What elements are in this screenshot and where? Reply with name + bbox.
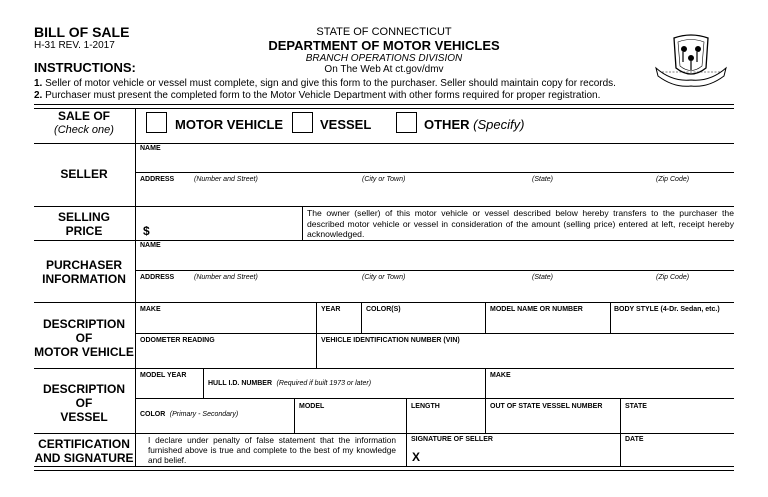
vessel-color-field[interactable] bbox=[137, 412, 292, 431]
motor-vehicle-label-line2: OF bbox=[75, 331, 93, 345]
form-bottom-rule bbox=[34, 466, 734, 471]
vessel-length-field[interactable] bbox=[408, 412, 483, 431]
vehicle-make-field[interactable] bbox=[137, 315, 314, 331]
sale-of-subtitle: (Check one) bbox=[54, 124, 114, 136]
date-field[interactable] bbox=[622, 446, 732, 464]
vessel-inner-line bbox=[135, 398, 734, 399]
vehicle-inner-line bbox=[135, 333, 734, 334]
row-divider bbox=[34, 302, 734, 303]
selling-price-label-line2: PRICE bbox=[65, 224, 103, 238]
vessel-label-line1: DESCRIPTION bbox=[42, 382, 125, 396]
vin-label: VEHICLE IDENTIFICATION NUMBER (VIN) bbox=[321, 337, 460, 344]
seller-name-label: NAME bbox=[140, 145, 161, 152]
purchaser-label-line1: PURCHASER bbox=[45, 258, 122, 272]
vehicle-divider bbox=[485, 302, 486, 333]
row-divider bbox=[34, 206, 734, 207]
seller-signature-label: SIGNATURE OF SELLER bbox=[411, 436, 493, 443]
vessel-model-label: MODEL bbox=[299, 403, 325, 410]
date-label: DATE bbox=[625, 436, 644, 443]
form-title: BILL OF SALE bbox=[34, 24, 130, 40]
instruction-1-text: Seller of motor vehicle or vessel must complete, sign and give this form to the purchaser. Seller should maintain copy for records. bbox=[45, 78, 616, 89]
vehicle-make-label: MAKE bbox=[140, 306, 161, 313]
vehicle-divider bbox=[361, 302, 362, 333]
vessel-section-label bbox=[34, 382, 134, 424]
seller-zip-label: (Zip Code) bbox=[656, 176, 690, 183]
purchaser-address-field[interactable] bbox=[137, 282, 732, 300]
instruction-2 bbox=[34, 90, 600, 101]
seller-label: SELLER bbox=[60, 167, 108, 181]
seller-signature-field[interactable] bbox=[426, 446, 618, 464]
motor-vehicle-checkbox[interactable] bbox=[146, 112, 167, 133]
vessel-model-year-label: MODEL YEAR bbox=[140, 372, 187, 379]
purchaser-label-line2: INFORMATION bbox=[42, 272, 126, 286]
purchaser-street-label: (Number and Street) bbox=[194, 274, 258, 281]
row-divider bbox=[34, 143, 734, 144]
division-name: BRANCH OPERATIONS DIVISION bbox=[305, 53, 463, 64]
vehicle-model-label: MODEL NAME OR NUMBER bbox=[490, 306, 583, 313]
transfer-statement: The owner (seller) of this motor vehicle or vessel described below hereby transfers to the purchaser the described motor vehicle or vessel in consideration of the amount (selling price) entered at left, receipt hereby acknowledged. bbox=[307, 208, 734, 239]
vehicle-divider bbox=[610, 302, 611, 333]
vessel-model-year-field[interactable] bbox=[137, 380, 201, 396]
certification-label-line1: CERTIFICATION bbox=[38, 437, 130, 451]
certification-label-line2: AND SIGNATURE bbox=[34, 451, 134, 465]
vessel-divider bbox=[294, 398, 295, 433]
other-option bbox=[424, 117, 524, 132]
other-checkbox[interactable] bbox=[396, 112, 417, 133]
seller-address-label: ADDRESS bbox=[140, 176, 175, 183]
vessel-label-line3: VESSEL bbox=[60, 410, 108, 424]
vessel-model-field[interactable] bbox=[296, 412, 404, 431]
vehicle-year-label: YEAR bbox=[321, 306, 341, 313]
certification-divider bbox=[620, 433, 621, 466]
department-name: DEPARTMENT OF MOTOR VEHICLES bbox=[268, 38, 500, 53]
sale-of-divider bbox=[135, 108, 136, 143]
selling-price-field[interactable] bbox=[152, 214, 300, 238]
other-specify-label: (Specify) bbox=[473, 117, 525, 132]
out-of-state-number-field[interactable] bbox=[487, 412, 618, 431]
currency-symbol: $ bbox=[143, 224, 150, 238]
vessel-divider bbox=[620, 398, 621, 433]
motor-vehicle-label-line3: MOTOR VEHICLE bbox=[34, 345, 134, 359]
seller-inner-line bbox=[135, 172, 734, 173]
vessel-length-label: LENGTH bbox=[411, 403, 440, 410]
purchaser-zip-label: (Zip Code) bbox=[656, 274, 690, 281]
website-text: On The Web At ct.gov/dmv bbox=[324, 64, 444, 75]
certification-divider bbox=[406, 433, 407, 466]
purchaser-state-label: (State) bbox=[532, 274, 554, 281]
row-divider bbox=[34, 368, 734, 369]
purchaser-name-label: NAME bbox=[140, 242, 161, 249]
odometer-field[interactable] bbox=[137, 346, 314, 366]
motor-vehicle-label-line1: DESCRIPTION bbox=[42, 317, 125, 331]
selling-price-label-line1: SELLING bbox=[57, 210, 110, 224]
out-of-state-number-label: OUT OF STATE VESSEL NUMBER bbox=[490, 403, 603, 410]
vehicle-divider bbox=[316, 302, 317, 368]
row-divider bbox=[34, 240, 734, 241]
state-name: STATE OF CONNECTICUT bbox=[316, 26, 452, 38]
vehicle-year-field[interactable] bbox=[318, 315, 359, 331]
label-column-divider bbox=[135, 143, 136, 466]
motor-vehicle-section-label bbox=[34, 317, 134, 359]
vessel-state-field[interactable] bbox=[622, 412, 732, 431]
vehicle-color-field[interactable] bbox=[363, 315, 483, 331]
instruction-2-text: Purchaser must present the completed form to the Motor Vehicle Department with other forms required for proper registration. bbox=[45, 90, 601, 101]
vehicle-body-style-label: BODY STYLE (4-Dr. Sedan, etc.) bbox=[614, 306, 720, 313]
odometer-label: ODOMETER READING bbox=[140, 337, 215, 344]
instructions-heading: INSTRUCTIONS: bbox=[34, 60, 136, 75]
seller-city-label: (City or Town) bbox=[362, 176, 406, 183]
vessel-make-field[interactable] bbox=[487, 380, 732, 396]
vessel-option-label: VESSEL bbox=[320, 117, 372, 132]
sale-of-label bbox=[34, 109, 134, 137]
sale-of-title: SALE OF bbox=[57, 109, 110, 123]
form-revision: H-31 REV. 1-2017 bbox=[34, 40, 115, 51]
vehicle-color-label: COLOR(S) bbox=[366, 306, 401, 313]
instruction-2-number: 2. bbox=[34, 90, 43, 101]
seller-name-field[interactable] bbox=[137, 152, 732, 170]
purchaser-inner-line bbox=[135, 270, 734, 271]
vessel-state-label: STATE bbox=[625, 403, 647, 410]
row-divider bbox=[34, 433, 734, 434]
vehicle-body-style-field[interactable] bbox=[612, 315, 732, 331]
purchaser-address-label: ADDRESS bbox=[140, 274, 175, 281]
selling-price-divider bbox=[302, 206, 303, 240]
motor-vehicle-option-label: MOTOR VEHICLE bbox=[175, 117, 284, 132]
hull-id-label-text: HULL I.D. NUMBER bbox=[208, 380, 273, 387]
certification-statement: I declare under penalty of false statement that the information furnished above is true and complete to the best of my knowledge and belief. bbox=[148, 435, 396, 465]
vessel-make-label: MAKE bbox=[490, 372, 511, 379]
hull-id-note: (Required if built 1973 or later) bbox=[276, 380, 372, 387]
seller-address-field[interactable] bbox=[137, 184, 732, 204]
purchaser-name-field[interactable] bbox=[137, 250, 732, 268]
purchaser-city-label: (City or Town) bbox=[362, 274, 406, 281]
state-seal-icon bbox=[652, 30, 730, 88]
vessel-divider bbox=[406, 398, 407, 433]
instruction-1-number: 1. bbox=[34, 78, 43, 89]
other-option-label: OTHER bbox=[424, 117, 470, 132]
selling-price-label bbox=[34, 210, 134, 238]
seller-street-label: (Number and Street) bbox=[194, 176, 258, 183]
form-top-rule bbox=[34, 104, 734, 109]
seller-state-label: (State) bbox=[532, 176, 554, 183]
vessel-color-note: (Primary - Secondary) bbox=[169, 411, 239, 418]
vessel-divider bbox=[203, 368, 204, 398]
vessel-label-line2: OF bbox=[75, 396, 93, 410]
purchaser-label bbox=[34, 258, 134, 286]
signature-mark: X bbox=[412, 450, 421, 464]
vessel-color-label-text: COLOR bbox=[140, 411, 166, 418]
instruction-1 bbox=[34, 78, 616, 89]
certification-label bbox=[34, 437, 134, 465]
vessel-divider bbox=[485, 368, 486, 433]
vessel-checkbox[interactable] bbox=[292, 112, 313, 133]
vin-field[interactable] bbox=[318, 346, 732, 366]
vehicle-model-field[interactable] bbox=[487, 315, 608, 331]
hull-id-field[interactable] bbox=[205, 380, 483, 396]
